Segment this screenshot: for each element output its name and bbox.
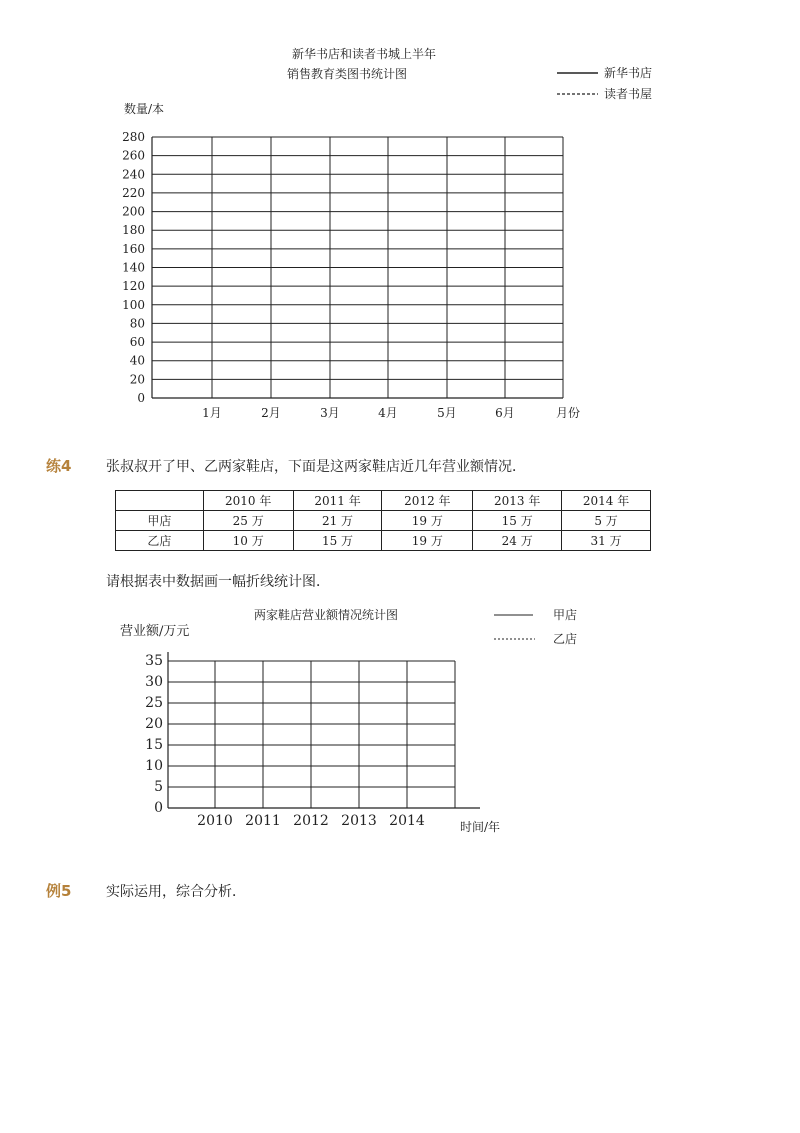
y-tick-label: 0	[154, 800, 163, 816]
y-tick-label: 240	[122, 167, 145, 182]
chart2-y-ticks	[145, 653, 163, 816]
exercise4-instruction: 请根据表中数据画一幅折线统计图．	[106, 574, 330, 590]
table-cell: 15 万	[293, 531, 382, 551]
y-tick-label: 280	[122, 130, 145, 144]
chart2-title: 两家鞋店营业额情况统计图	[253, 608, 399, 622]
table-header-cell: 2013 年	[473, 491, 562, 511]
legend-xinhua: 新华书店	[604, 66, 653, 80]
legend-duzhe: 读者书屋	[604, 87, 653, 101]
y-tick-label: 5	[154, 779, 163, 795]
x-tick-label: 2012	[293, 813, 329, 829]
chart2-y-axis-label: 营业额/万元	[120, 624, 190, 639]
chart2-x-axis-label: 时间/年	[460, 820, 501, 834]
y-tick-label: 15	[145, 737, 163, 753]
chart1-legend	[557, 65, 652, 101]
y-tick-label: 80	[129, 316, 145, 331]
sales-table	[115, 490, 651, 551]
chart2-grid	[168, 652, 480, 808]
table-header-row	[116, 491, 651, 511]
y-tick-label: 180	[122, 223, 145, 238]
table-cell: 25 万	[203, 511, 293, 531]
chart-books-sales	[0, 0, 800, 440]
example5-tag: 例5	[46, 882, 72, 900]
table-header-cell: 2014 年	[562, 491, 651, 511]
chart1-title-line2: 销售教育类图书统计图	[286, 67, 408, 81]
chart1-y-ticks	[122, 130, 145, 405]
table-cell: 24 万	[473, 531, 562, 551]
table-row	[116, 531, 651, 551]
chart1-x-ticks	[202, 406, 515, 420]
x-tick-label: 2011	[245, 813, 281, 829]
table-row-label: 甲店	[116, 511, 204, 531]
x-tick-label: 2013	[341, 813, 377, 829]
y-tick-label: 100	[122, 297, 145, 312]
x-tick-label: 3月	[320, 406, 340, 420]
exercise4-text: 张叔叔开了甲、乙两家鞋店，下面是这两家鞋店近几年营业额情况．	[106, 459, 526, 475]
y-tick-label: 20	[145, 716, 163, 732]
y-tick-label: 40	[129, 353, 145, 368]
table-cell: 15 万	[473, 511, 562, 531]
legend-yi: 乙店	[553, 632, 578, 646]
x-tick-label: 4月	[378, 406, 398, 420]
chart1-y-axis-label: 数量/本	[124, 102, 165, 116]
y-tick-label: 140	[122, 260, 145, 275]
y-tick-label: 25	[145, 695, 163, 711]
y-tick-label: 0	[137, 391, 145, 405]
exercise4-tag: 练4	[46, 457, 72, 475]
y-tick-label: 60	[129, 335, 145, 350]
x-tick-label: 2月	[261, 406, 281, 420]
chart-shoe-sales	[0, 595, 800, 845]
chart1-grid	[152, 137, 563, 398]
y-tick-label: 160	[122, 241, 145, 256]
table-header-cell: 2010 年	[203, 491, 293, 511]
y-tick-label: 120	[122, 279, 145, 294]
x-tick-label: 5月	[437, 406, 457, 420]
table-cell: 31 万	[562, 531, 651, 551]
table-header-cell	[116, 491, 204, 511]
y-tick-label: 20	[129, 372, 145, 387]
table-cell: 19 万	[382, 511, 473, 531]
table-header-cell: 2012 年	[382, 491, 473, 511]
y-tick-label: 260	[122, 148, 145, 163]
x-tick-label: 6月	[495, 406, 515, 420]
table-row	[116, 511, 651, 531]
y-tick-label: 200	[122, 204, 145, 219]
y-tick-label: 220	[122, 185, 145, 200]
chart1-title-line1: 新华书店和读者书城上半年	[291, 47, 437, 61]
chart1-x-axis-label: 月份	[556, 406, 581, 420]
table-row-label: 乙店	[116, 531, 204, 551]
chart2-legend	[494, 607, 577, 646]
table-cell: 21 万	[293, 511, 382, 531]
chart2-x-ticks	[197, 813, 425, 829]
x-tick-label: 2014	[389, 813, 425, 829]
legend-jia: 甲店	[553, 608, 578, 622]
table-cell: 19 万	[382, 531, 473, 551]
x-tick-label: 1月	[202, 406, 222, 420]
table-header-cell: 2011 年	[293, 491, 382, 511]
x-tick-label: 2010	[197, 813, 233, 829]
y-tick-label: 10	[145, 758, 163, 774]
example5-text: 实际运用，综合分析．	[106, 884, 246, 900]
y-tick-label: 35	[145, 653, 163, 669]
y-tick-label: 30	[145, 674, 163, 690]
table-cell: 5 万	[562, 511, 651, 531]
table-cell: 10 万	[203, 531, 293, 551]
